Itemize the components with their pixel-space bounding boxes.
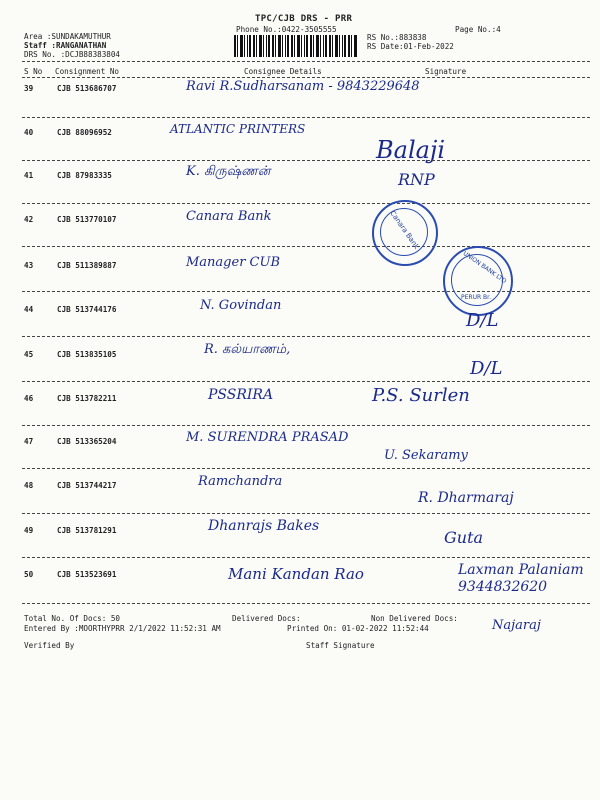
drs-number: DRS No. :DCJB88383804 bbox=[24, 50, 121, 59]
row-sno: 45 bbox=[24, 350, 34, 359]
row-consignment: CJB 513835105 bbox=[57, 350, 117, 359]
row-rule bbox=[22, 246, 590, 247]
row-rule bbox=[22, 336, 590, 337]
row-sno: 43 bbox=[24, 261, 34, 270]
row-signature: D/L bbox=[466, 310, 499, 331]
row-sno: 48 bbox=[24, 481, 34, 490]
row-consignee: M. SURENDRA PRASAD bbox=[186, 430, 349, 445]
row-consignment: CJB 513523691 bbox=[57, 570, 117, 579]
printed-on: Printed On: 01-02-2022 11:52:44 bbox=[287, 624, 429, 633]
row-sno: 47 bbox=[24, 437, 34, 446]
row-rule bbox=[22, 513, 590, 514]
row-consignee: ATLANTIC PRINTERS bbox=[170, 122, 306, 136]
row-sno: 42 bbox=[24, 215, 34, 224]
row-consignee: Dhanrajs Bakes bbox=[208, 518, 320, 534]
row-consignee: Ravi R.Sudharsanam - 9843229648 bbox=[186, 79, 420, 94]
row-signature: RNP bbox=[398, 170, 435, 189]
area-label: Area :SUNDAKAMUTHUR bbox=[24, 32, 111, 41]
row-consignment: CJB 513770107 bbox=[57, 215, 117, 224]
canara-stamp-text: Canara Bank bbox=[388, 209, 421, 251]
row-rule bbox=[22, 425, 590, 426]
row-consignee: Mani Kandan Rao bbox=[228, 565, 364, 583]
row-sno: 44 bbox=[24, 305, 34, 314]
rs-date: RS Date:01-Feb-2022 bbox=[367, 42, 454, 51]
stamp-inner-ring bbox=[380, 208, 428, 256]
col-signature-header: Signature bbox=[425, 67, 467, 76]
header-rule bbox=[22, 61, 590, 62]
union-bank-stamp bbox=[443, 246, 513, 316]
row-rule bbox=[22, 468, 590, 469]
entered-by: Entered By :MOORTHYPRR 2/1/2022 11:52:31 AM bbox=[24, 624, 221, 633]
phone-number: Phone No.:0422-3505555 bbox=[236, 25, 337, 34]
row-consignment: CJB 513686707 bbox=[57, 84, 117, 93]
row-rule bbox=[22, 160, 590, 161]
row-signature: Laxman Palaniam 9344832620 bbox=[458, 562, 584, 595]
col-sno-header: S No bbox=[24, 67, 43, 76]
row-consignee: N. Govindan bbox=[200, 298, 282, 313]
delivered-docs: Delivered Docs: bbox=[232, 614, 301, 623]
row-signature: Guta bbox=[444, 528, 484, 547]
staff-label: Staff :RANGANATHAN bbox=[24, 41, 107, 50]
row-rule bbox=[22, 557, 590, 558]
row-signature: R. Dharmaraj bbox=[418, 490, 514, 506]
row-consignee: Canara Bank bbox=[186, 209, 272, 224]
col-consignee-header: Consignee Details bbox=[244, 67, 322, 76]
non-delivered-docs: Non Delivered Docs: bbox=[371, 614, 458, 623]
document-title: TPC/CJB DRS - PRR bbox=[255, 14, 353, 24]
row-rule bbox=[22, 603, 590, 604]
row-consignment: CJB 513782211 bbox=[57, 394, 117, 403]
row-consignment: CJB 88096952 bbox=[57, 128, 112, 137]
row-rule bbox=[22, 203, 590, 204]
row-sno: 39 bbox=[24, 84, 34, 93]
row-sno: 50 bbox=[24, 570, 34, 579]
row-rule bbox=[22, 117, 590, 118]
staff-signature-label: Staff Signature bbox=[306, 641, 375, 650]
row-sno: 46 bbox=[24, 394, 34, 403]
verified-by: Verified By bbox=[24, 641, 75, 650]
row-consignee: PSSRIRA bbox=[208, 387, 274, 403]
footer-signature: Najaraj bbox=[492, 618, 541, 633]
barcode bbox=[234, 35, 358, 57]
rs-number: RS No.:883838 bbox=[367, 33, 427, 42]
row-consignment: CJB 513365204 bbox=[57, 437, 117, 446]
union-stamp-text: UNION BANK LTD bbox=[461, 249, 508, 286]
row-consignee: Manager CUB bbox=[186, 255, 281, 270]
row-signature: D/L bbox=[470, 358, 503, 379]
row-rule bbox=[22, 381, 590, 382]
union-stamp-branch: PERUR Br. bbox=[461, 294, 491, 301]
row-sno: 49 bbox=[24, 526, 34, 535]
page-number: Page No.:4 bbox=[455, 25, 501, 34]
row-sno: 41 bbox=[24, 171, 34, 180]
row-signature: U. Sekaramy bbox=[384, 448, 468, 463]
row-signature: P.S. Surlen bbox=[372, 385, 470, 406]
row-consignee: Ramchandra bbox=[198, 474, 283, 489]
row-consignment: CJB 513781291 bbox=[57, 526, 117, 535]
row-consignment: CJB 513744176 bbox=[57, 305, 117, 314]
row-consignee: K. கிருஷ்ணன் bbox=[186, 164, 271, 179]
total-docs: Total No. Of Docs: 50 bbox=[24, 614, 121, 623]
col-consignment-header: Consignment No bbox=[55, 67, 120, 76]
row-consignee: R. கல்யாணம், bbox=[204, 342, 291, 357]
row-consignment: CJB 87983335 bbox=[57, 171, 112, 180]
row-signature: Balaji bbox=[376, 136, 446, 164]
canara-bank-stamp bbox=[372, 200, 438, 266]
row-sno: 40 bbox=[24, 128, 34, 137]
row-consignment: CJB 511389887 bbox=[57, 261, 117, 270]
row-consignment: CJB 513744217 bbox=[57, 481, 117, 490]
